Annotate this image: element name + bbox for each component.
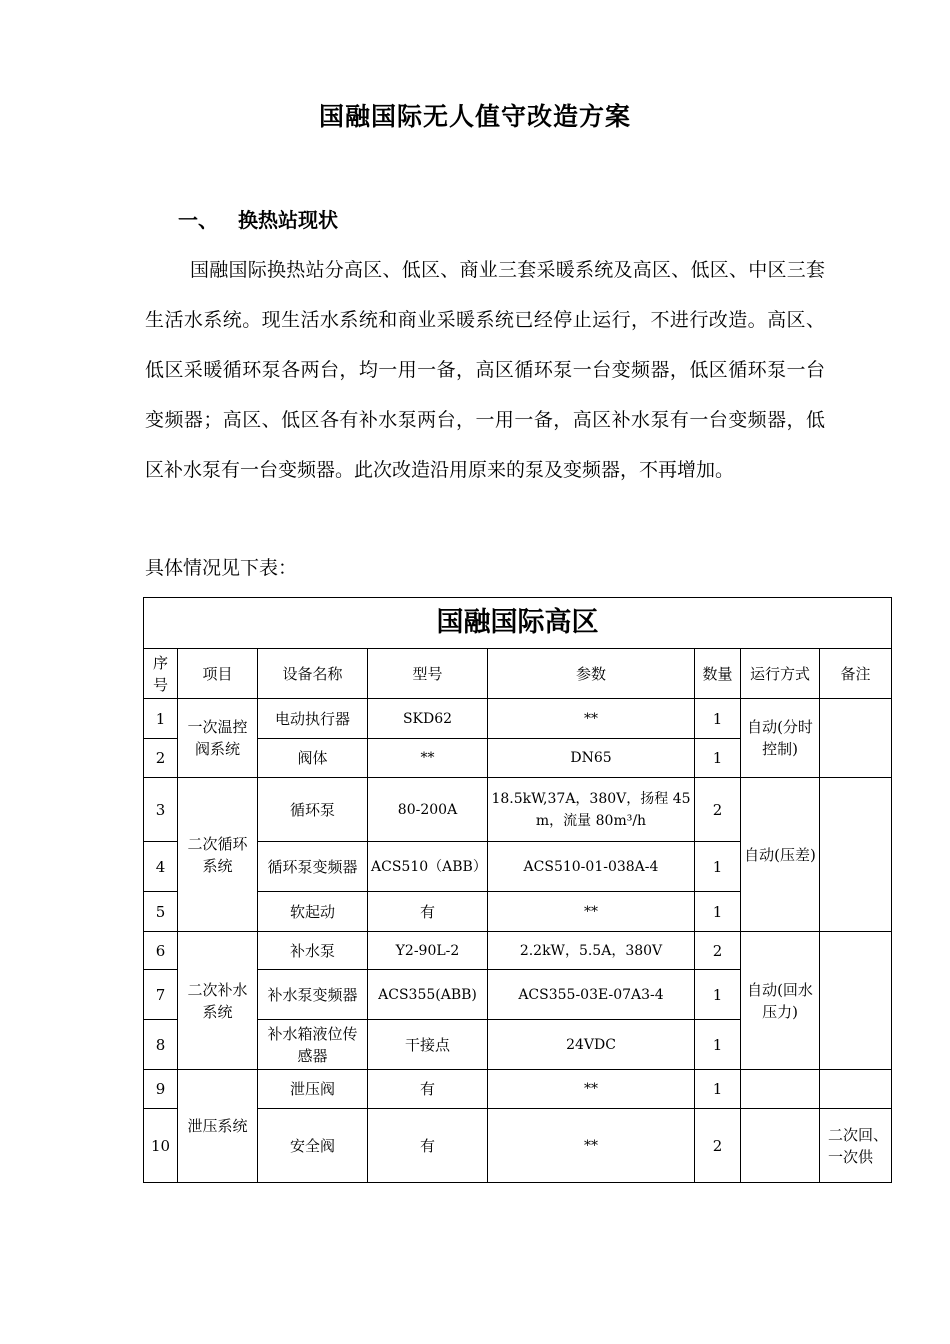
cell-params: **	[488, 1109, 695, 1183]
cell-item-group: 泄压系统	[178, 1070, 258, 1183]
cell-params: **	[488, 1070, 695, 1109]
section-heading-text: 换热站现状	[238, 208, 338, 232]
cell-params: ACS510-01-038A-4	[488, 842, 695, 892]
cell-device: 补水泵变频器	[258, 970, 368, 1020]
cell-qty: 2	[695, 778, 741, 842]
table-row	[144, 778, 892, 842]
cell-device: 泄压阀	[258, 1070, 368, 1109]
cell-qty: 1	[695, 1070, 741, 1109]
cell-seq: 3	[144, 778, 178, 842]
cell-qty: 1	[695, 699, 741, 739]
cell-seq: 10	[144, 1109, 178, 1183]
header-model: 型号	[368, 649, 488, 699]
cell-seq: 4	[144, 842, 178, 892]
cell-seq: 1	[144, 699, 178, 739]
cell-params: ACS355-03E-07A3-4	[488, 970, 695, 1020]
cell-model: 有	[368, 1070, 488, 1109]
cell-seq: 6	[144, 932, 178, 970]
cell-model: **	[368, 739, 488, 778]
cell-model: SKD62	[368, 699, 488, 739]
table-row	[144, 932, 892, 970]
cell-model: ACS355(ABB)	[368, 970, 488, 1020]
cell-model: 有	[368, 892, 488, 932]
cell-note: 二次回、一次供	[820, 1109, 892, 1183]
cell-seq: 7	[144, 970, 178, 1020]
header-qty: 数量	[695, 649, 741, 699]
cell-seq: 9	[144, 1070, 178, 1109]
cell-item-group: 二次循环系统	[178, 778, 258, 932]
table-intro: 具体情况见下表：	[145, 557, 298, 579]
cell-note	[820, 699, 892, 778]
cell-params: 18.5kW,37A，380V，扬程 45m，流量 80m³/h	[488, 778, 695, 842]
cell-model: 干接点	[368, 1020, 488, 1070]
cell-device: 补水泵	[258, 932, 368, 970]
cell-params: 2.2kW，5.5A，380V	[488, 932, 695, 970]
equipment-table	[143, 597, 892, 1183]
body-paragraph: 国融国际换热站分高区、低区、商业三套采暖系统及高区、低区、中区三套生活水系统。现生活水系统和商业采暖系统已经停止运行，不进行改造。高区、低区采暖循环泵各两台，均一用一备，高区循环泵一台变频器，低区循环泵一台变频器；高区、低区各有补水泵两台，一用一备，高区补水泵有一台变频器，低区补水泵有一台变频器。此次改造沿用原来的泵及变频器，不再增加。	[145, 259, 825, 481]
table-header-row	[144, 649, 892, 699]
cell-device: 软起动	[258, 892, 368, 932]
table-row	[144, 699, 892, 739]
section-heading	[178, 204, 338, 233]
cell-params: **	[488, 699, 695, 739]
cell-mode	[741, 1070, 820, 1109]
cell-mode-group: 自动(回水压力)	[741, 932, 820, 1070]
cell-model: ACS510（ABB）	[368, 842, 488, 892]
header-note: 备注	[820, 649, 892, 699]
header-params: 参数	[488, 649, 695, 699]
cell-device: 循环泵变频器	[258, 842, 368, 892]
cell-note	[820, 1070, 892, 1109]
header-mode: 运行方式	[741, 649, 820, 699]
cell-params: 24VDC	[488, 1020, 695, 1070]
header-seq: 序号	[144, 649, 178, 699]
cell-mode	[741, 1109, 820, 1183]
cell-device: 阀体	[258, 739, 368, 778]
cell-qty: 1	[695, 842, 741, 892]
cell-note	[820, 932, 892, 1070]
cell-qty: 1	[695, 739, 741, 778]
document-title: 国融国际无人值守改造方案	[318, 102, 631, 131]
cell-model: 有	[368, 1109, 488, 1183]
table-row	[144, 1070, 892, 1109]
cell-note	[820, 778, 892, 932]
cell-device: 电动执行器	[258, 699, 368, 739]
cell-mode-group: 自动(压差)	[741, 778, 820, 932]
cell-seq: 5	[144, 892, 178, 932]
cell-device: 循环泵	[258, 778, 368, 842]
cell-params: **	[488, 892, 695, 932]
header-item: 项目	[178, 649, 258, 699]
cell-device: 补水箱液位传感器	[258, 1020, 368, 1070]
cell-seq: 2	[144, 739, 178, 778]
cell-qty: 1	[695, 892, 741, 932]
table-title: 国融国际高区	[144, 598, 892, 649]
header-device: 设备名称	[258, 649, 368, 699]
cell-mode-group: 自动(分时控制)	[741, 699, 820, 778]
cell-model: 80-200A	[368, 778, 488, 842]
section-number: 一、	[178, 208, 218, 232]
cell-item-group: 二次补水系统	[178, 932, 258, 1070]
cell-qty: 2	[695, 1109, 741, 1183]
cell-qty: 2	[695, 932, 741, 970]
cell-seq: 8	[144, 1020, 178, 1070]
cell-qty: 1	[695, 1020, 741, 1070]
cell-model: Y2-90L-2	[368, 932, 488, 970]
cell-device: 安全阀	[258, 1109, 368, 1183]
cell-item-group: 一次温控阀系统	[178, 699, 258, 778]
cell-params: DN65	[488, 739, 695, 778]
cell-qty: 1	[695, 970, 741, 1020]
